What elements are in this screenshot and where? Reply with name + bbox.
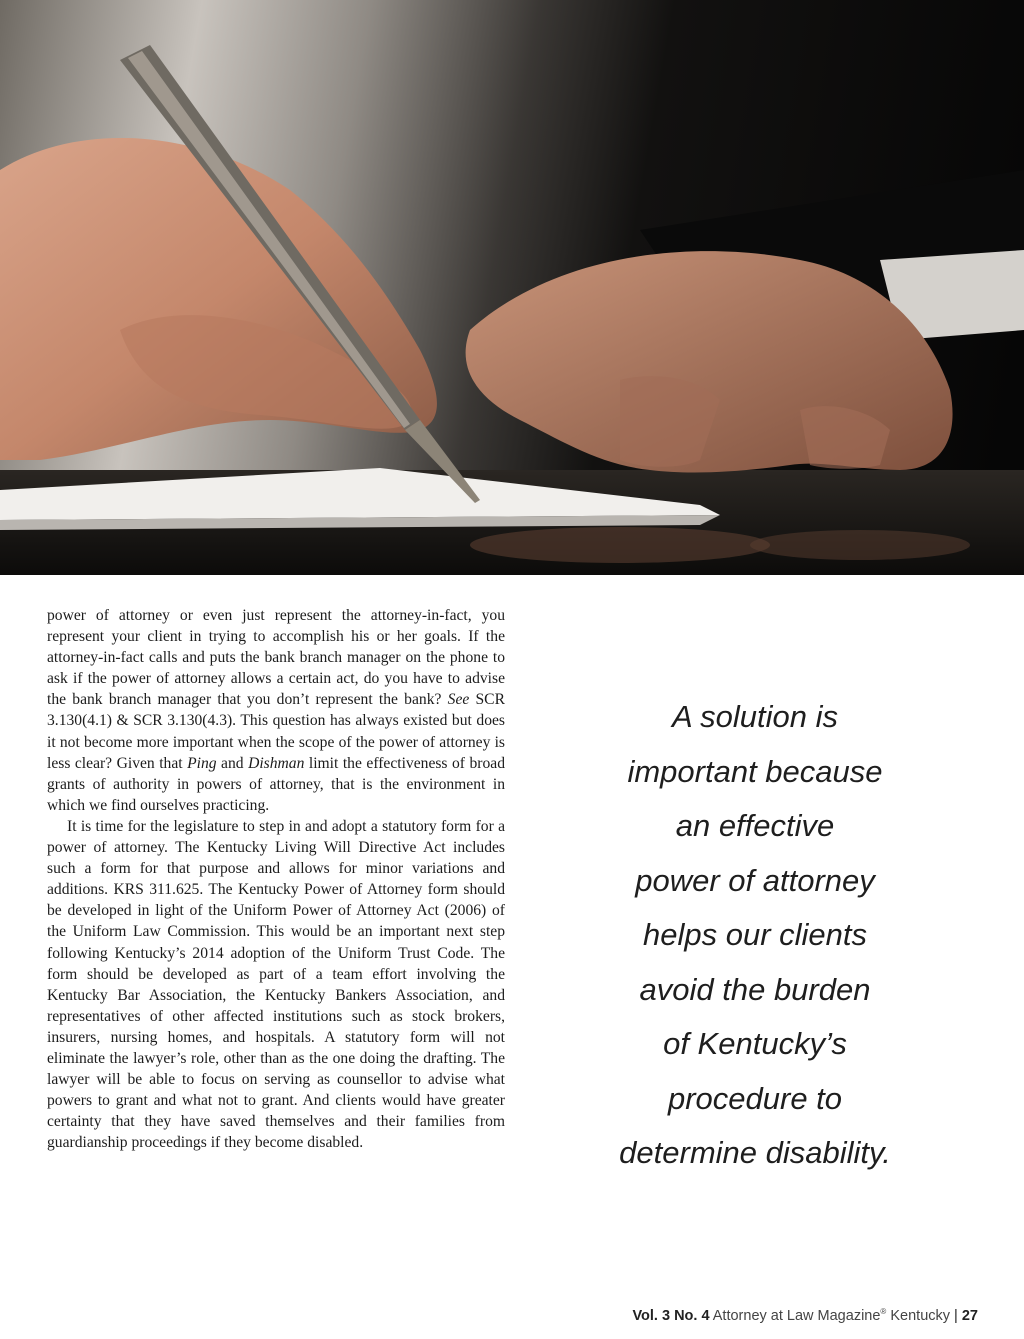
article-paragraph-2: It is time for the legislature to step in and adopt a statutory form for a power of attorney. The Kentucky Living Will Directive Act includes such a form for that purpose and allows for minor variations and additions. KRS 311.625. The Kentucky Power of Attorney form should be developed in light of the Uniform Power of Attorney Act (2006) of the Uniform Law Commission. This would be an important next step following Kentucky’s 2014 adoption of the Uniform Trust Code. The form should be developed as part of a team effort involving the Kentucky Bar Association, the Kentucky Bankers Association, and representatives of other affected institutions such as stock brokers, insurers, nursing homes, and hospitals. A statutory form will not eliminate the lawyer’s role, other than as the one doing the drafting. The lawyer will be able to focus on serving as counsellor to advise what powers to grant and what not to grant. And clients would have greater certainty that they have saved themselves and their families from guardianship proceedings if they become disabled.: [47, 817, 505, 1152]
case-name-ping: Ping: [187, 754, 217, 772]
page-number: 27: [961, 1307, 978, 1324]
registered-mark: ®: [880, 1307, 887, 1316]
see-citation-signal: See: [447, 691, 470, 709]
pull-quote-line: determine disability.: [619, 1135, 891, 1170]
paragraph-1-text-c: limit the effectiveness of broad grants of authority in powers of attorney, that is the environment in which we find ourselves practicing.: [47, 754, 505, 814]
magazine-title: Attorney at Law Magazine: [712, 1307, 881, 1324]
page-footer: [632, 1307, 978, 1324]
case-name-dishman: Dishman: [248, 754, 305, 772]
pull-quote-line: procedure to: [667, 1080, 843, 1116]
magazine-name: [713, 1308, 950, 1324]
article-paragraph-1: [47, 605, 505, 816]
magazine-region: Kentucky: [890, 1307, 951, 1324]
pull-quote-line: of Kentucky’s: [663, 1026, 847, 1061]
article-body: [47, 605, 505, 1153]
pull-quote-line: power of attorney: [635, 862, 875, 898]
issue-volume: Vol. 3 No. 4: [632, 1307, 710, 1324]
pull-quote-line: helps our clients: [642, 917, 867, 952]
writing-hand-illustration: [0, 0, 1024, 575]
paragraph-1-text-a: power of attorney or even just represent the attorney-in-fact, you represent your client in trying to accomplish his or her goals. If the attorney-in-fact calls and puts the bank branch manager on the phone to ask if the power of attorney allows a certain act, do you have to advise the bank branch manager that you don’t represent the bank?: [47, 607, 505, 709]
pull-quote-line: avoid the burden: [639, 971, 871, 1007]
paragraph-1-conjunction: and: [216, 754, 249, 772]
pull-quote-line: A solution is: [672, 699, 838, 734]
paragraph-1-text-b: SCR 3.130(4.1) & SCR 3.130(4.3). This question has always existed but does it not become more important when the scope of the power of attorney is less clear? Given that: [47, 691, 505, 772]
pull-quote: [585, 690, 925, 1181]
footer-separator: |: [954, 1307, 958, 1324]
pull-quote-line: an effective: [675, 808, 835, 843]
pull-quote-line: important because: [627, 753, 883, 789]
hero-photo: [0, 0, 1024, 575]
